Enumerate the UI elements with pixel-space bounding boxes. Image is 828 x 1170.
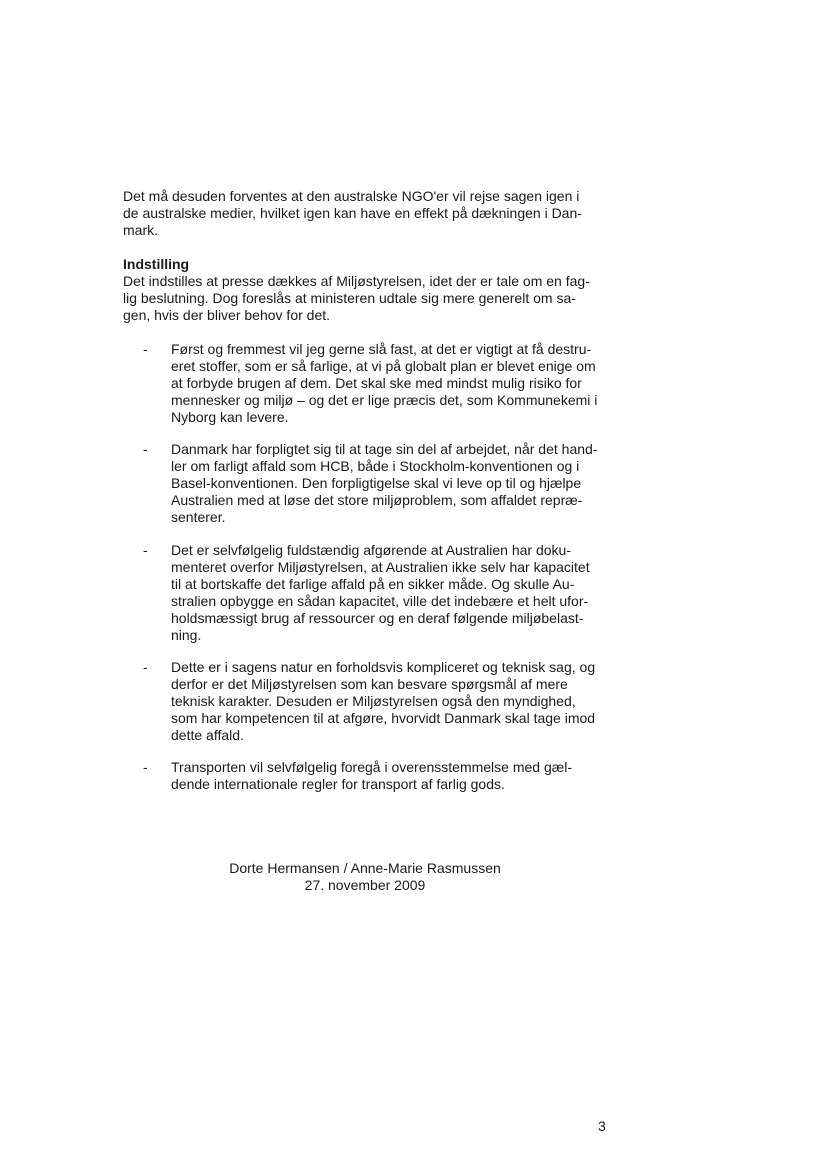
bullet-line: Transporten vil selvfølgelig foregå i overensstemmelse med gæl- — [171, 759, 572, 775]
bullet-line: holdsmæssigt brug af ressourcer og en deraf følgende miljøbelast- — [171, 610, 584, 626]
bullet-line: Australien med at løse det store miljøproblem, som affaldet repræ- — [171, 492, 583, 508]
bullet-line: Først og fremmest vil jeg gerne slå fast, at det er vigtigt at få destru- — [171, 341, 592, 357]
intro-line: de australske medier, hvilket igen kan have en effekt på dækningen i Dan- — [123, 205, 582, 221]
bullet-line: ler om farligt affald som HCB, både i Stockholm-konventionen og i — [171, 458, 580, 474]
bullet-line: at forbyde brugen af dem. Det skal ske med mindst mulig risiko for — [171, 375, 582, 391]
page-number: 3 — [598, 1118, 606, 1134]
bullet-line: teknisk karakter. Desuden er Miljøstyrelsen også den myndighed, — [171, 693, 576, 709]
bullet-text — [171, 659, 631, 744]
bullet-text — [171, 441, 631, 526]
recommendation-section — [123, 256, 613, 324]
bullet-line: derfor er det Miljøstyrelsen som kan besvare spørgsmål af mere — [171, 676, 568, 692]
bullet-line: dette affald. — [171, 727, 244, 743]
bullet-line: dende internationale regler for transport af farlig gods. — [171, 776, 505, 792]
signature-names: Dorte Hermansen / Anne-Marie Rasmussen — [229, 860, 501, 876]
bullet-dash: - — [143, 659, 148, 675]
section-line: Det indstilles at presse dækkes af Miljøstyrelsen, idet der er tale om en fag- — [123, 273, 590, 289]
bullet-dash: - — [143, 441, 148, 457]
signature-date: 27. november 2009 — [304, 877, 426, 893]
intro-line: Det må desuden forventes at den australske NGO'er vil rejse sagen igen i — [123, 188, 580, 204]
bullet-text — [171, 759, 631, 793]
signature-block — [200, 860, 530, 894]
bullet-line: Nyborg kan levere. — [171, 409, 289, 425]
bullet-dash: - — [143, 759, 148, 775]
bullet-line: senterer. — [171, 509, 226, 525]
bullet-line: som har kompetencen til at afgøre, hvorvidt Danmark skal tage imod — [171, 710, 596, 726]
intro-line: mark. — [123, 222, 158, 238]
bullet-line: til at bortskaffe det farlige affald på en sikker måde. Og skulle Au- — [171, 576, 575, 592]
bullet-line: Dette er i sagens natur en forholdsvis kompliceret og teknisk sag, og — [171, 659, 596, 675]
bullet-line: Basel-konventionen. Den forpligtigelse skal vi leve op til og hjælpe — [171, 475, 582, 491]
bullet-line: menteret overfor Miljøstyrelsen, at Australien ikke selv har kapacitet — [171, 559, 590, 575]
section-line: lig beslutning. Dog foreslås at ministeren udtale sig mere generelt om sa- — [123, 290, 576, 306]
bullet-line: Det er selvfølgelig fuldstændig afgørende at Australien har doku- — [171, 542, 571, 558]
bullet-line: ning. — [171, 627, 202, 643]
bullet-dash: - — [143, 542, 148, 558]
section-line: gen, hvis der bliver behov for det. — [123, 307, 331, 323]
intro-paragraph — [123, 188, 613, 239]
bullet-text — [171, 542, 631, 644]
bullet-line: mennesker og miljø – og det er lige præcis det, som Kommunekemi i — [171, 392, 598, 408]
bullet-line: stralien opbygge en sådan kapacitet, ville det indebære et helt ufor- — [171, 593, 589, 609]
bullet-line: Danmark har forpligtet sig til at tage sin del af arbejdet, når det hand- — [171, 441, 598, 457]
bullet-dash: - — [143, 341, 148, 357]
bullet-text — [171, 341, 631, 426]
section-heading: Indstilling — [123, 256, 190, 272]
bullet-line: eret stoffer, som er så farlige, at vi på globalt plan er blevet enige om — [171, 358, 596, 374]
